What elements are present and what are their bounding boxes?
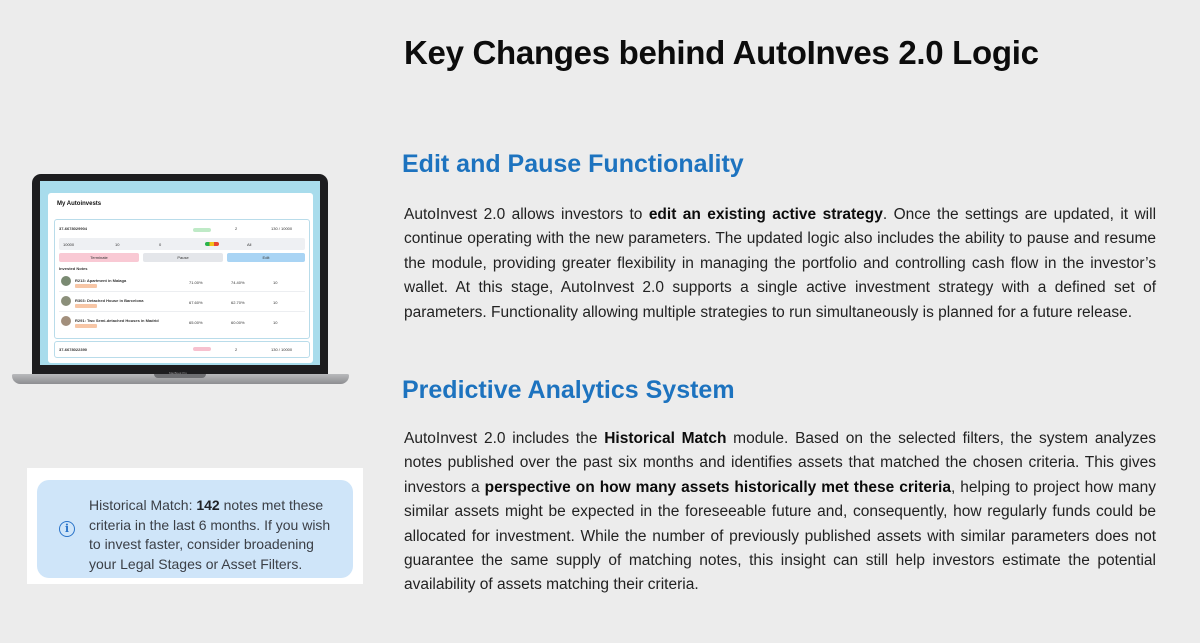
strategy-id: 37-6678029904 — [59, 226, 88, 231]
terminate-button[interactable]: Terminate — [59, 253, 139, 262]
strategy-card — [54, 219, 310, 339]
invested-notes-label: Invested Notes — [59, 266, 88, 271]
note-value-2: 60.00% — [231, 320, 245, 325]
strategy-counter-2: 130 / 10000 — [271, 226, 293, 231]
note-value-1: 65.00% — [189, 320, 203, 325]
laptop-screen — [40, 181, 320, 365]
note-value-3: 10 — [273, 320, 278, 325]
strategy-counter-1: 2 — [235, 226, 238, 231]
note-value-3: 10 — [273, 300, 278, 305]
historical-match-text: Historical Match: 142 notes met these criteria in the last 6 months. If you wish to invest faster, consider broadening your Legal Stages or Asset Filters. — [89, 497, 331, 572]
section-body-predictive-analytics: AutoInvest 2.0 includes the Historical Match module. Based on the selected filters, the system analyzes notes published over the past six months and identifies assets that matched the chosen criteria. This gives investors a perspective on how many assets historically met these criteria, helping to project how many similar assets might be expected in the foreseeable future and, consequently, how regularly funds could be allocated for investment. While the number of previously published assets with similar parameters does not guarantee the same supply of matching notes, this insight can still help investors estimate the potential availability of assets matching their criteria. — [404, 430, 1156, 594]
historical-match-card-wrapper — [27, 468, 363, 584]
note-tag — [75, 304, 97, 308]
stat-zero: 0 — [159, 242, 162, 247]
strategy-card-2 — [54, 341, 310, 358]
status-badge — [193, 347, 211, 351]
table-row[interactable] — [59, 293, 305, 312]
page-title: Key Changes behind AutoInves 2.0 Logic — [404, 34, 1039, 71]
risk-indicator — [205, 242, 219, 246]
pause-button[interactable]: Pause — [143, 253, 223, 262]
status-badge — [193, 228, 211, 232]
note-thumbnail — [61, 276, 71, 286]
historical-match-card — [37, 480, 353, 578]
edit-button[interactable]: Edit — [227, 253, 305, 262]
section-title-edit-pause: Edit and Pause Functionality — [402, 150, 744, 178]
stat-count: 10 — [115, 242, 120, 247]
note-value-1: 67.60% — [189, 300, 203, 305]
note-value-3: 10 — [273, 280, 278, 285]
stat-all: All — [247, 242, 252, 247]
note-value-2: 62.70% — [231, 300, 245, 305]
note-thumbnail — [61, 296, 71, 306]
laptop-mockup — [12, 174, 349, 396]
stat-amount: 10000 — [63, 242, 75, 247]
note-tag — [75, 324, 97, 328]
autoinvests-panel — [48, 193, 313, 363]
screen-title: My Autoinvests — [57, 201, 102, 207]
table-row[interactable] — [59, 273, 305, 292]
note-thumbnail — [61, 316, 71, 326]
strategy-stats-row — [59, 238, 305, 250]
note-value-1: 71.00% — [189, 280, 203, 285]
note-name: R291: Two Semi-detached Houses in Madrid — [75, 318, 159, 323]
table-row[interactable] — [59, 313, 305, 331]
note-tag — [75, 284, 97, 288]
note-name: R303: Detached House in Barcelona — [75, 298, 144, 303]
strategy-2-counter-1: 2 — [235, 347, 238, 352]
note-value-2: 74.40% — [231, 280, 245, 285]
note-name: R213: Apartment in Malaga — [75, 278, 127, 283]
strategy-2-id: 37-6678022390 — [59, 347, 88, 352]
info-icon: i — [59, 521, 75, 537]
laptop-bezel — [32, 174, 328, 374]
section-body-edit-pause: AutoInvest 2.0 allows investors to edit an existing active strategy. Once the settings are updated, it will continue operating with the new parameters. The updated logic also includes the ability to pause and resume the module, providing greater flexibility in managing the portfolio and controlling cash flow in the investor’s wallet. At this stage, AutoInvest 2.0 supports a single active investment strategy with a defined set of parameters. Functionality allowing multiple strategies to run simultaneously is planned for a future release. — [404, 206, 1157, 321]
section-title-predictive-analytics: Predictive Analytics System — [402, 376, 735, 404]
laptop-brand: MacBook Pro — [169, 371, 188, 375]
strategy-2-counter-2: 130 / 10000 — [271, 347, 293, 352]
